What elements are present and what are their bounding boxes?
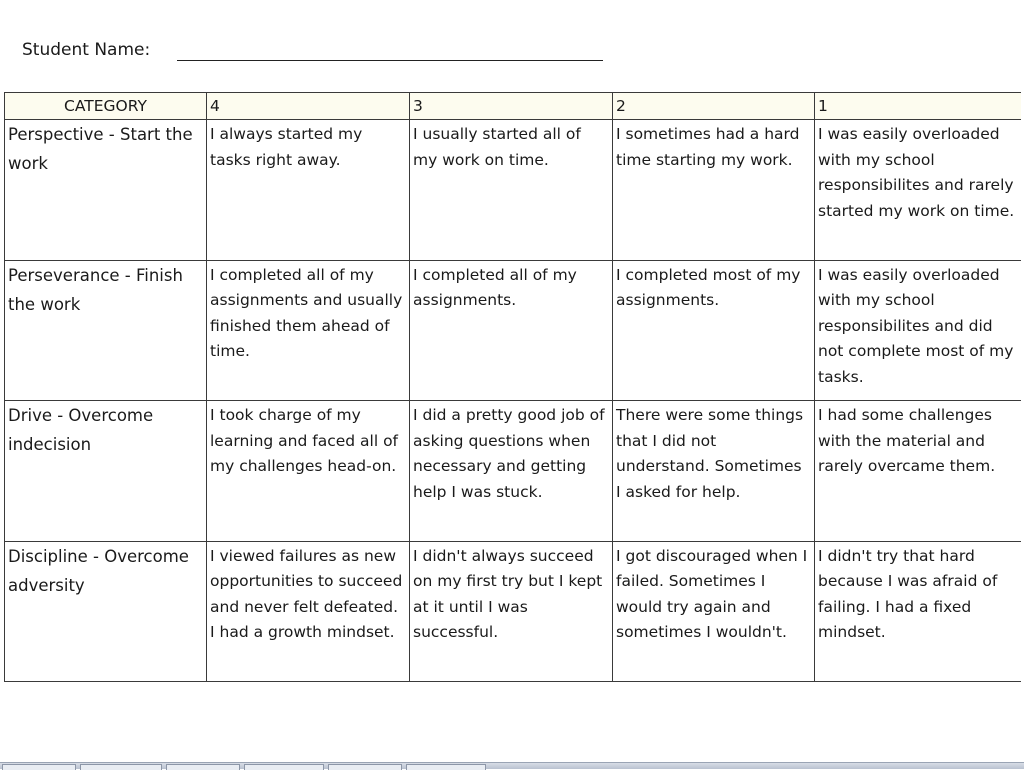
rubric-row-perseverance <box>5 260 1021 401</box>
taskbar-button[interactable] <box>244 764 324 770</box>
criteria-cell-3: I didn't always succeed on my first try but I kept at it until I was successful. <box>410 541 613 682</box>
header-category: CATEGORY <box>5 93 207 120</box>
criteria-cell-2: I completed most of my assignments. <box>613 260 815 401</box>
criteria-cell-1: I was easily overloaded with my school responsibilites and did not complete most of my tasks. <box>815 260 1021 401</box>
criteria-cell-1: I was easily overloaded with my school responsibilites and rarely started my work on time. <box>815 120 1021 261</box>
taskbar-button[interactable] <box>80 764 162 770</box>
header-score-2: 2 <box>613 93 815 120</box>
student-name-blank-line <box>177 60 603 61</box>
criteria-cell-2: I sometimes had a hard time starting my work. <box>613 120 815 261</box>
category-cell: Drive - Overcome indecision <box>5 401 207 542</box>
taskbar-button[interactable] <box>166 764 240 770</box>
rubric-header-row <box>5 93 1021 120</box>
category-cell: Perseverance - Finish the work <box>5 260 207 401</box>
rubric-table <box>4 92 1021 682</box>
rubric-row-perspective <box>5 120 1021 261</box>
rubric-row-discipline <box>5 541 1021 682</box>
criteria-cell-1: I had some challenges with the material and rarely overcame them. <box>815 401 1021 542</box>
criteria-cell-3: I did a pretty good job of asking questions when necessary and getting help I was stuck. <box>410 401 613 542</box>
criteria-cell-2: There were some things that I did not understand. Sometimes I asked for help. <box>613 401 815 542</box>
rubric-row-drive <box>5 401 1021 542</box>
category-cell: Discipline - Overcome adversity <box>5 541 207 682</box>
taskbar-button[interactable] <box>328 764 402 770</box>
taskbar-button[interactable] <box>2 764 76 770</box>
criteria-cell-4: I viewed failures as new opportunities to succeed and never felt defeated. I had a growth mindset. <box>207 541 410 682</box>
criteria-cell-4: I always started my tasks right away. <box>207 120 410 261</box>
criteria-cell-3: I usually started all of my work on time. <box>410 120 613 261</box>
header-score-1: 1 <box>815 93 1021 120</box>
criteria-cell-3: I completed all of my assignments. <box>410 260 613 401</box>
criteria-cell-4: I took charge of my learning and faced all of my challenges head-on. <box>207 401 410 542</box>
taskbar-button[interactable] <box>406 764 486 770</box>
category-cell: Perspective - Start the work <box>5 120 207 261</box>
student-name-row <box>22 38 622 64</box>
student-name-label: Student Name: <box>22 40 151 60</box>
criteria-cell-1: I didn't try that hard because I was afraid of failing. I had a fixed mindset. <box>815 541 1021 682</box>
header-score-4: 4 <box>207 93 410 120</box>
criteria-cell-4: I completed all of my assignments and usually finished them ahead of time. <box>207 260 410 401</box>
header-score-3: 3 <box>410 93 613 120</box>
criteria-cell-2: I got discouraged when I failed. Sometimes I would try again and sometimes I wouldn't. <box>613 541 815 682</box>
